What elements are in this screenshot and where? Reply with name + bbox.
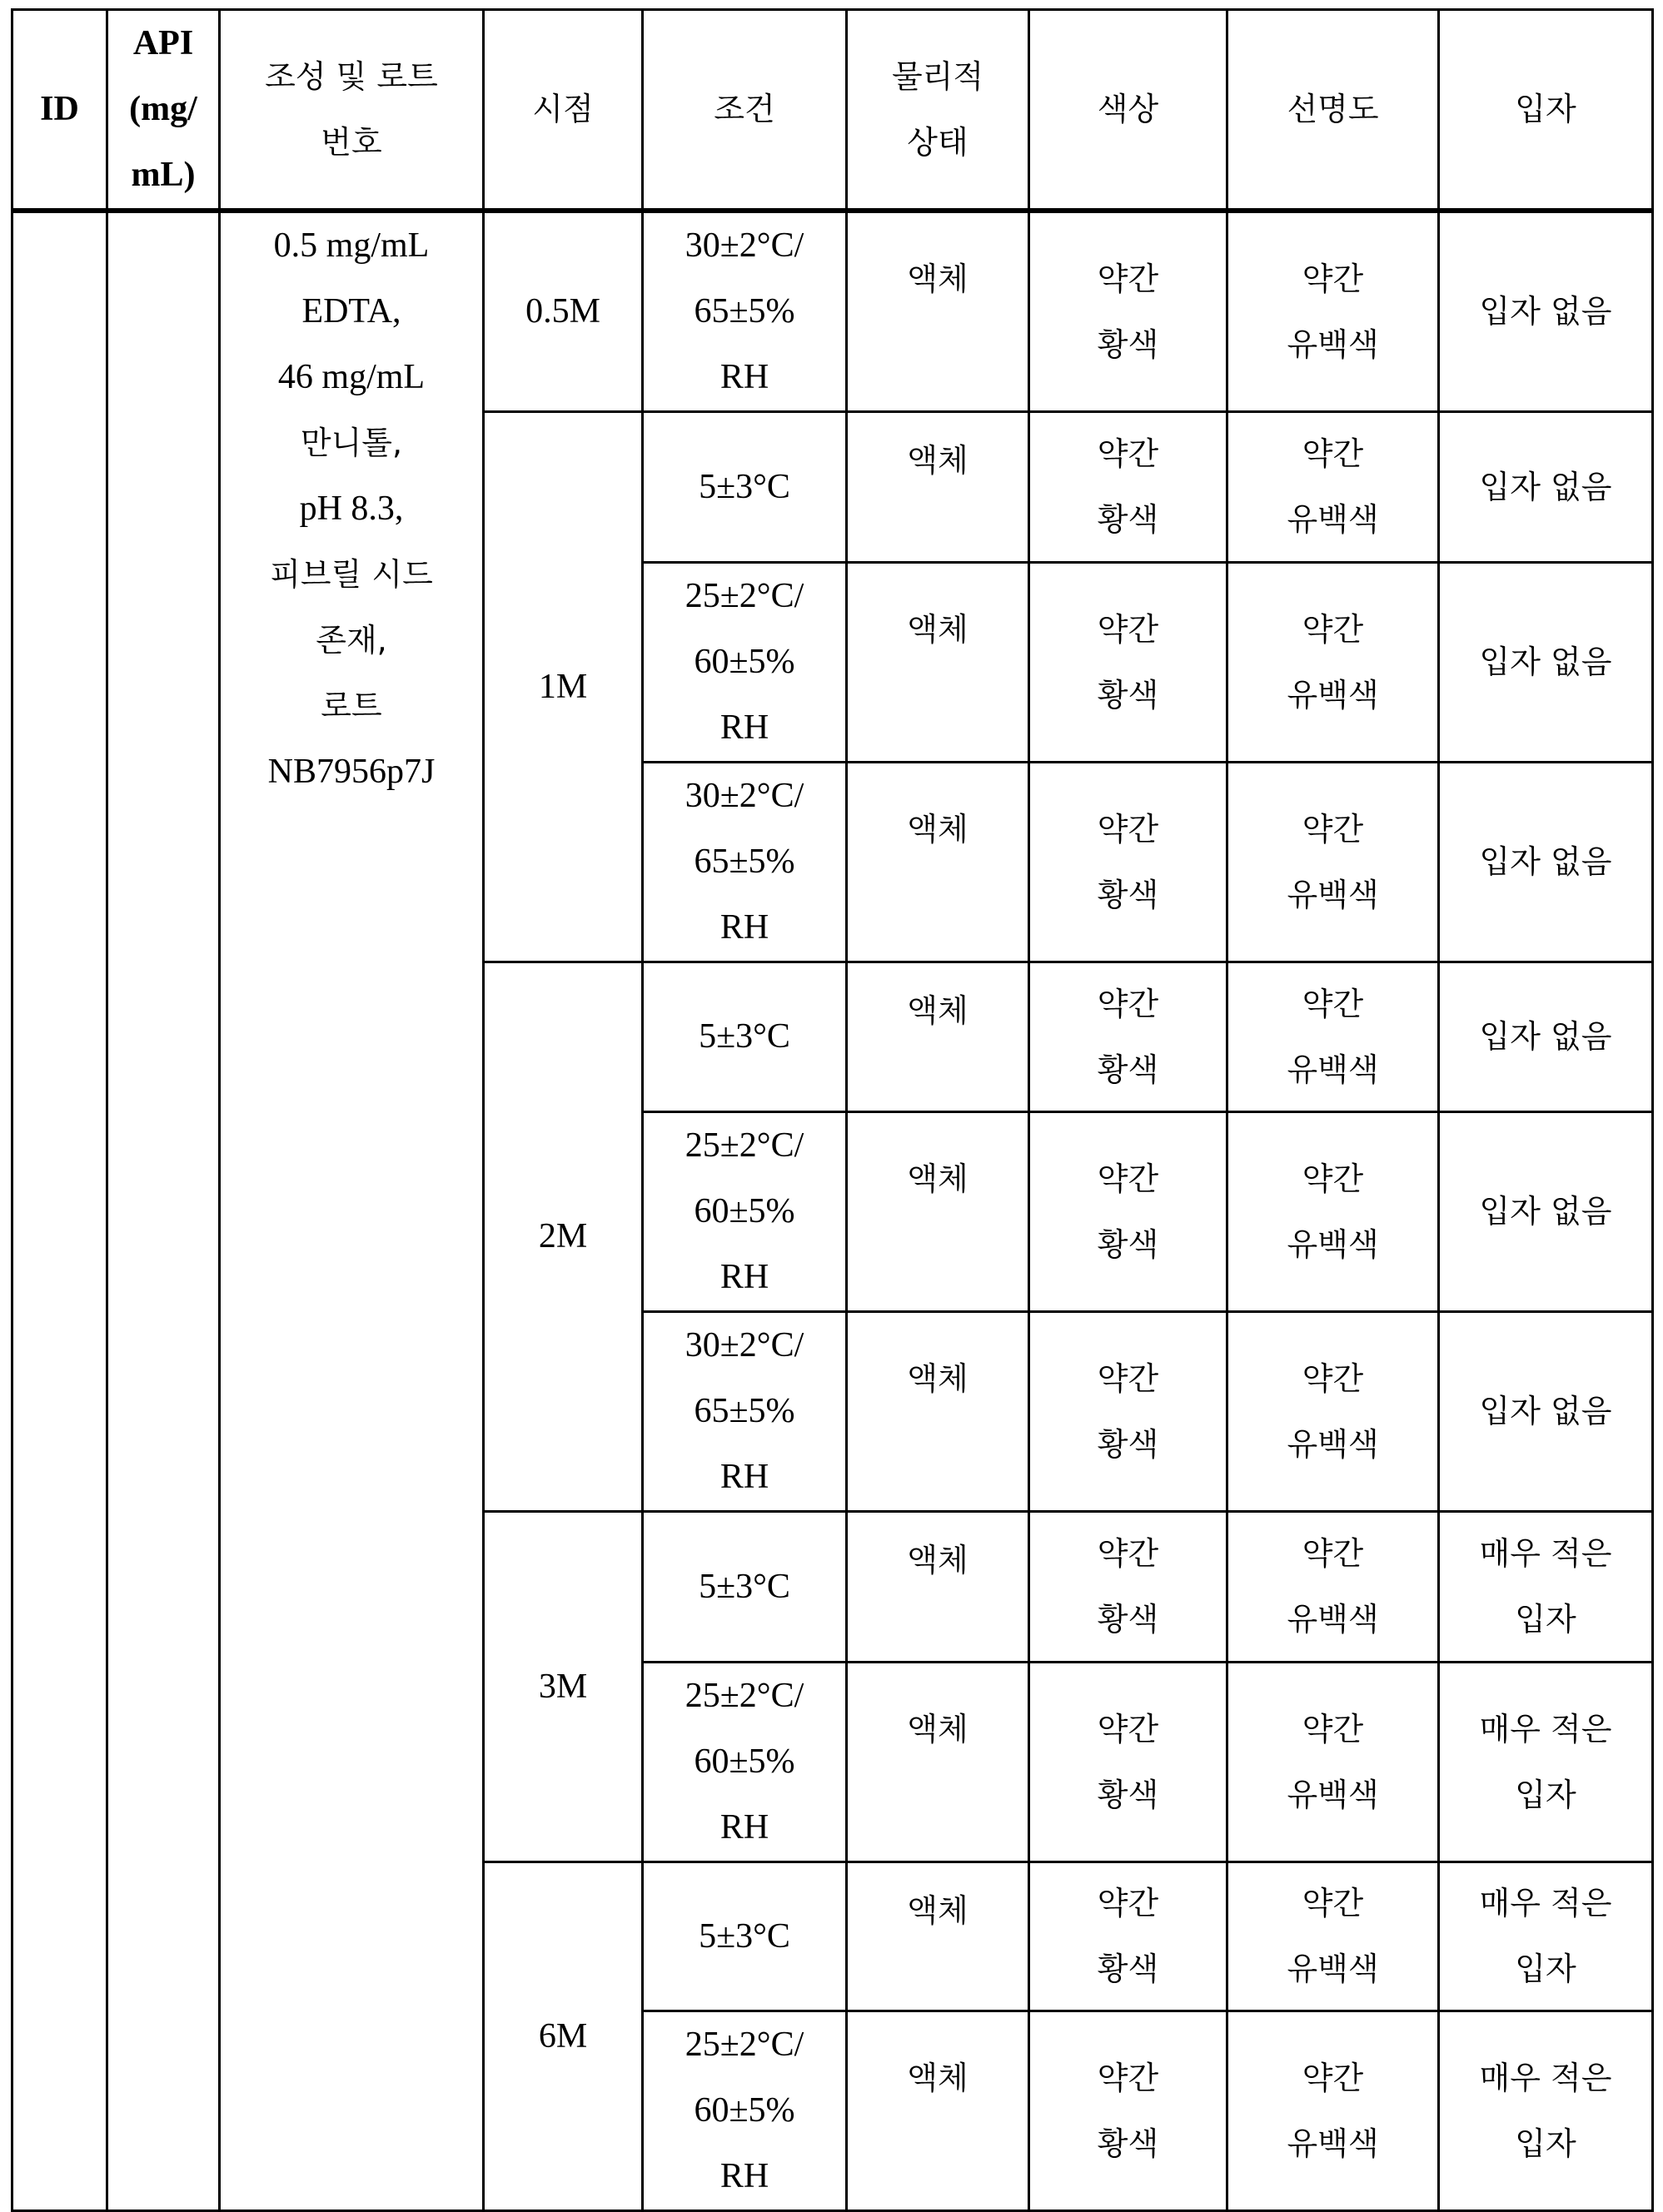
- color-cell: [1029, 2011, 1227, 2211]
- composition-lot-cell: [220, 211, 484, 2211]
- cell-text-line: 30±2°C/: [685, 1326, 804, 1364]
- timepoint-cell: 2M: [484, 962, 643, 1512]
- header-row: [12, 10, 1653, 211]
- cell-text-line: 로트: [321, 688, 382, 724]
- column-header-api: [107, 10, 220, 211]
- particles-cell: [1439, 1663, 1653, 1862]
- cell-text-line: 유백색: [1287, 1225, 1379, 1263]
- cell-text-line: 약간: [1302, 260, 1364, 297]
- cell-text-line: 입자 없음: [1479, 293, 1612, 330]
- color-cell: [1029, 1512, 1227, 1663]
- clarity-cell: [1227, 1663, 1439, 1862]
- condition-cell: [643, 211, 847, 412]
- particles-cell: [1439, 763, 1653, 962]
- cell-text-line: 황색: [1097, 676, 1159, 713]
- cell-text-line: 존재,: [316, 622, 387, 659]
- clarity-cell: [1227, 211, 1439, 412]
- cell-text-line: 매우 적은: [1479, 2059, 1612, 2096]
- cell-text-line: 0.5 mg/mL: [273, 226, 430, 265]
- cell-text-line: 약간: [1302, 1160, 1364, 1197]
- cell-text-line: 유백색: [1287, 876, 1379, 913]
- cell-text-line: 액체: [907, 811, 968, 848]
- cell-text-line: 액체: [907, 1711, 968, 1747]
- condition-cell: [643, 1663, 847, 1862]
- cell-text-line: 만니톨,: [300, 425, 403, 461]
- clarity-cell: [1227, 2011, 1439, 2211]
- cell-text-line: 약간: [1097, 610, 1159, 648]
- cell-text-line: RH: [719, 1258, 769, 1296]
- cell-text-line: 황색: [1097, 1425, 1159, 1463]
- cell-text-line: 입자: [1515, 1601, 1576, 1638]
- cell-text-line: 피브릴 시드: [270, 556, 433, 593]
- cell-text-line: 액체: [907, 1892, 968, 1929]
- cell-text-line: 25±2°C/: [685, 1126, 804, 1165]
- cell-text-line: 황색: [1097, 1051, 1159, 1088]
- cell-text-line: 약간: [1097, 1160, 1159, 1197]
- cell-text-line: 약간: [1302, 435, 1364, 472]
- cell-text-line: 60±5%: [694, 1742, 795, 1781]
- cell-text-line: 65±5%: [694, 1392, 795, 1430]
- cell-text-line: EDTA,: [301, 292, 401, 331]
- cell-text-line: 색상: [1097, 91, 1159, 127]
- clarity-cell: [1227, 962, 1439, 1112]
- cell-text-line: 상태: [907, 123, 968, 161]
- cell-text-line: 황색: [1097, 2125, 1159, 2162]
- cell-text-line: 입자 없음: [1479, 843, 1612, 880]
- cell-text-line: 액체: [907, 1161, 968, 1197]
- api-cell: [107, 211, 220, 2211]
- cell-text-line: 60±5%: [694, 2091, 795, 2130]
- cell-text-line: 약간: [1302, 1710, 1364, 1747]
- cell-text-line: RH: [719, 908, 769, 947]
- cell-text-line: 시점: [532, 91, 594, 127]
- physical-state-cell: [847, 1663, 1029, 1862]
- cell-text-line: 유백색: [1287, 1425, 1379, 1463]
- cell-text-line: RH: [719, 2157, 769, 2195]
- cell-text-line: 유백색: [1287, 1776, 1379, 1813]
- clarity-cell: [1227, 412, 1439, 563]
- cell-text-line: 약간: [1302, 610, 1364, 648]
- cell-text-line: RH: [719, 358, 769, 396]
- cell-text-line: 입자 없음: [1479, 468, 1612, 505]
- color-cell: [1029, 962, 1227, 1112]
- cell-text-line: mL): [131, 156, 196, 194]
- cell-text-line: 25±2°C/: [685, 577, 804, 615]
- cell-text-line: 유백색: [1287, 1051, 1379, 1088]
- cell-text-line: 약간: [1302, 1535, 1364, 1572]
- cell-text-line: 황색: [1097, 1951, 1159, 1987]
- cell-text-line: 약간: [1097, 1885, 1159, 1921]
- color-cell: [1029, 1112, 1227, 1312]
- cell-text-line: 입자 없음: [1479, 1393, 1612, 1429]
- cell-text-line: pH 8.3,: [299, 490, 404, 528]
- particles-cell: [1439, 962, 1653, 1112]
- color-cell: [1029, 1663, 1227, 1862]
- cell-text-line: 약간: [1302, 810, 1364, 848]
- cell-text-line: 약간: [1097, 2059, 1159, 2096]
- physical-state-cell: [847, 1312, 1029, 1512]
- cell-text-line: 황색: [1097, 501, 1159, 538]
- color-cell: [1029, 763, 1227, 962]
- cell-text-line: 약간: [1097, 985, 1159, 1022]
- cell-text-line: 황색: [1097, 876, 1159, 913]
- cell-text-line: 25±2°C/: [685, 2026, 804, 2064]
- cell-text-line: 유백색: [1287, 1601, 1379, 1638]
- cell-text-line: 65±5%: [694, 292, 795, 331]
- cell-text-line: 입자: [1515, 2125, 1576, 2162]
- condition-cell: [643, 1112, 847, 1312]
- cell-text-line: 선명도: [1287, 91, 1379, 127]
- timepoint-cell: 6M: [484, 1862, 643, 2211]
- cell-text-line: API: [132, 24, 194, 62]
- column-header-clarity: [1227, 10, 1439, 211]
- cell-text-line: 5±3°C: [699, 467, 790, 506]
- cell-text-line: 유백색: [1287, 2125, 1379, 2162]
- particles-cell: [1439, 563, 1653, 763]
- physical-state-cell: [847, 412, 1029, 563]
- color-cell: [1029, 412, 1227, 563]
- cell-text-line: 황색: [1097, 1776, 1159, 1813]
- cell-text-line: 액체: [907, 442, 968, 479]
- cell-text-line: 약간: [1097, 435, 1159, 472]
- cell-text-line: 액체: [907, 261, 968, 297]
- cell-text-line: 5±3°C: [699, 1916, 790, 1956]
- cell-text-line: 조건: [714, 91, 775, 127]
- clarity-cell: [1227, 763, 1439, 962]
- column-header-physical-state: [847, 10, 1029, 211]
- cell-text-line: 입자 없음: [1479, 1018, 1612, 1055]
- condition-cell: [643, 962, 847, 1112]
- cell-text-line: 5±3°C: [699, 1567, 790, 1606]
- condition-cell: [643, 1512, 847, 1663]
- cell-text-line: 약간: [1097, 1710, 1159, 1747]
- clarity-cell: [1227, 1312, 1439, 1512]
- timepoint-cell: 0.5M: [484, 211, 643, 412]
- table-body: [12, 211, 1653, 2211]
- color-cell: [1029, 1862, 1227, 2011]
- clarity-cell: [1227, 1112, 1439, 1312]
- cell-text-line: 액체: [907, 1542, 968, 1578]
- cell-text-line: 약간: [1302, 1360, 1364, 1397]
- physical-state-cell: [847, 1112, 1029, 1312]
- cell-text-line: 입자: [1515, 1951, 1576, 1987]
- particles-cell: [1439, 1312, 1653, 1512]
- table-row: [12, 211, 1653, 412]
- cell-text-line: 액체: [907, 2060, 968, 2096]
- physical-state-cell: [847, 2011, 1029, 2211]
- cell-text-line: 약간: [1302, 2059, 1364, 2096]
- particles-cell: [1439, 1862, 1653, 2011]
- particles-cell: [1439, 412, 1653, 563]
- cell-text-line: 매우 적은: [1479, 1535, 1612, 1572]
- cell-text-line: 액체: [907, 1360, 968, 1397]
- cell-text-line: 유백색: [1287, 501, 1379, 538]
- condition-cell: [643, 763, 847, 962]
- particles-cell: [1439, 1112, 1653, 1312]
- cell-text-line: 25±2°C/: [685, 1677, 804, 1715]
- cell-text-line: 입자 없음: [1479, 644, 1612, 680]
- cell-text-line: 황색: [1097, 1225, 1159, 1263]
- column-header-condition: [643, 10, 847, 211]
- condition-cell: [643, 412, 847, 563]
- timepoint-cell: 3M: [484, 1512, 643, 1862]
- cell-text-line: ID: [40, 90, 79, 128]
- particles-cell: [1439, 1512, 1653, 1663]
- cell-text-line: 30±2°C/: [685, 777, 804, 815]
- cell-text-line: 입자 없음: [1479, 1193, 1612, 1230]
- physical-state-cell: [847, 563, 1029, 763]
- cell-text-line: RH: [719, 708, 769, 747]
- cell-text-line: 매우 적은: [1479, 1885, 1612, 1921]
- physical-state-cell: [847, 1512, 1029, 1663]
- particles-cell: [1439, 2011, 1653, 2211]
- cell-text-line: 약간: [1097, 810, 1159, 848]
- cell-text-line: 60±5%: [694, 643, 795, 681]
- cell-text-line: NB7956p7J: [267, 753, 436, 791]
- cell-text-line: 황색: [1097, 1601, 1159, 1638]
- cell-text-line: 약간: [1302, 1885, 1364, 1921]
- condition-cell: [643, 1862, 847, 2011]
- stability-table: [11, 8, 1654, 2212]
- particles-cell: [1439, 211, 1653, 412]
- cell-text-line: 유백색: [1287, 676, 1379, 713]
- clarity-cell: [1227, 1862, 1439, 2011]
- physical-state-cell: [847, 211, 1029, 412]
- condition-cell: [643, 563, 847, 763]
- column-header-id: [12, 10, 107, 211]
- physical-state-cell: [847, 962, 1029, 1112]
- clarity-cell: [1227, 1512, 1439, 1663]
- cell-text-line: 매우 적은: [1479, 1710, 1612, 1747]
- color-cell: [1029, 1312, 1227, 1512]
- clarity-cell: [1227, 563, 1439, 763]
- cell-text-line: 약간: [1302, 985, 1364, 1022]
- cell-text-line: 46 mg/mL: [277, 358, 426, 396]
- physical-state-cell: [847, 763, 1029, 962]
- column-header-color: [1029, 10, 1227, 211]
- cell-text-line: RH: [719, 1458, 769, 1496]
- cell-text-line: 유백색: [1287, 326, 1379, 363]
- cell-text-line: 물리적: [891, 57, 984, 95]
- cell-text-line: 약간: [1097, 1535, 1159, 1572]
- cell-text-line: 65±5%: [694, 843, 795, 881]
- cell-text-line: 번호: [321, 123, 382, 161]
- condition-cell: [643, 1312, 847, 1512]
- cell-text-line: 황색: [1097, 326, 1159, 363]
- physical-state-cell: [847, 1862, 1029, 2011]
- color-cell: [1029, 211, 1227, 412]
- cell-text-line: 입자: [1515, 1776, 1576, 1813]
- column-header-timepoint: [484, 10, 643, 211]
- cell-text-line: RH: [719, 1808, 769, 1847]
- cell-text-line: 유백색: [1287, 1951, 1379, 1987]
- column-header-composition: [220, 10, 484, 211]
- cell-text-line: 30±2°C/: [685, 226, 804, 265]
- cell-text-line: 약간: [1097, 260, 1159, 297]
- color-cell: [1029, 563, 1227, 763]
- cell-text-line: 입자: [1515, 91, 1576, 127]
- cell-text-line: 5±3°C: [699, 1017, 790, 1056]
- cell-text-line: 60±5%: [694, 1192, 795, 1230]
- cell-text-line: (mg/: [129, 90, 197, 128]
- id-cell: [12, 211, 107, 2211]
- cell-text-line: 조성 및 로트: [265, 57, 438, 95]
- condition-cell: [643, 2011, 847, 2211]
- cell-text-line: 액체: [907, 992, 968, 1029]
- cell-text-line: 액체: [907, 611, 968, 648]
- timepoint-cell: 1M: [484, 412, 643, 962]
- column-header-particles: [1439, 10, 1653, 211]
- cell-text-line: 약간: [1097, 1360, 1159, 1397]
